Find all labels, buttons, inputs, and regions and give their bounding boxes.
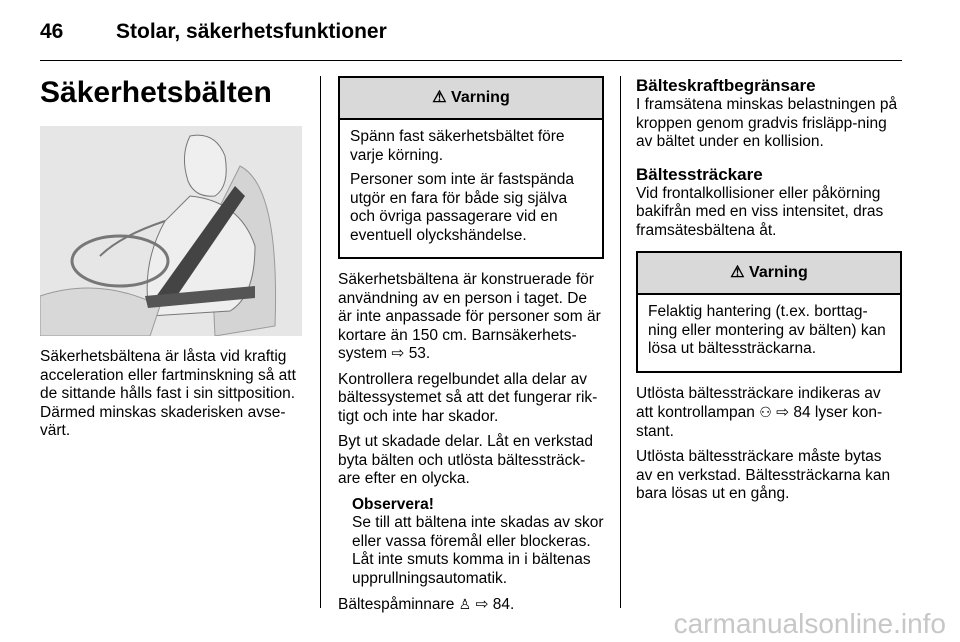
seatbelt-reminder-icon: ♙: [458, 596, 472, 612]
page-reference: ⇨ 84.: [475, 596, 515, 613]
column-divider: [620, 76, 621, 608]
body-paragraph: Säkerhetsbältena är konstruerade för användning av en person i taget. De är inte anpassade för personer som är kortare än 150 cm. Barnsäkerhets-system ⇨ 53.: [338, 271, 601, 362]
watermark: carmanualsonline.info: [673, 608, 946, 639]
seatbelt-illustration: [40, 126, 302, 336]
note-block: [338, 496, 604, 589]
body-paragraph: Utlösta bältessträckare måste bytas av en verkstad. Bältessträckarna kan bara lösas ut en gång.: [636, 448, 891, 502]
column-divider: [320, 76, 321, 608]
subheading: Bälteskraftbegränsare: [636, 76, 816, 95]
chapter-title: Stolar, säkerhetsfunktioner: [116, 20, 387, 43]
body-paragraph: Byt ut skadade delar. Låt en verkstad byta bälten och utlösta bältessträck-are efter en olycka.: [338, 433, 594, 487]
warning-label: Varning: [749, 264, 808, 281]
warning-label: Varning: [451, 89, 510, 106]
caption-text: Säkerhetsbältena är låsta vid kraftig acceleration eller fartminskning så att de sittande hålls fast i sin sittposition. Därmed minskas skaderisken avse-värt.: [40, 348, 296, 439]
warning-text: Personer som inte är fastspända utgör en fara för både sig själva och övriga passagerare vid en eventuell olyckshändelse.: [350, 171, 575, 244]
airbag-lamp-icon: ⚇: [759, 404, 772, 420]
page-number: 46: [40, 20, 64, 43]
middle-column: [338, 76, 604, 622]
warning-box: [636, 251, 902, 373]
note-text: Se till att bältena inte skadas av skor eller vassa föremål eller blockeras. Låt inte smuts komma in i bältenas upprullningsautomatik.: [352, 514, 604, 587]
seated-driver-icon: [40, 126, 302, 336]
warning-text: Spänn fast säkerhetsbältet före varje körning.: [350, 128, 565, 164]
warning-text: Felaktig hantering (t.ex. borttag-ning eller montering av bälten) kan lösa ut bältessträckarna.: [648, 303, 886, 357]
note-title: Observera!: [352, 495, 434, 513]
page-header: [40, 16, 902, 61]
warning-triangle-icon: ⚠: [432, 89, 447, 106]
body-paragraph: Utlösta bältessträckare indikeras av att kontrollampan ⚇ ⇨ 84 lyser kon-stant.: [636, 384, 883, 440]
warning-header: [340, 78, 602, 120]
left-caption: [40, 348, 306, 448]
body-paragraph: I framsätena minskas belastningen på kroppen genom gradvis frisläpp-ning av bältet under en kollision.: [636, 96, 898, 150]
warning-header: [638, 253, 900, 295]
section-title: Säkerhetsbälten: [40, 76, 272, 109]
left-column: [40, 76, 306, 110]
body-paragraph: Kontrollera regelbundet alla delar av bältessystemet så att det fungerar rik-tigt och inte har skador.: [338, 370, 598, 425]
warning-triangle-icon: ⚠: [730, 264, 745, 281]
warning-box: [338, 76, 604, 259]
right-column: [636, 76, 902, 511]
body-paragraph: Vid frontalkollisioner eller påkörning bakifrån med en viss intensitet, dras framsätesbältena åt.: [636, 184, 884, 239]
body-paragraph: Bältespåminnare ♙ ⇨ 84.: [338, 596, 515, 613]
subheading: Bältessträckare: [636, 164, 763, 184]
